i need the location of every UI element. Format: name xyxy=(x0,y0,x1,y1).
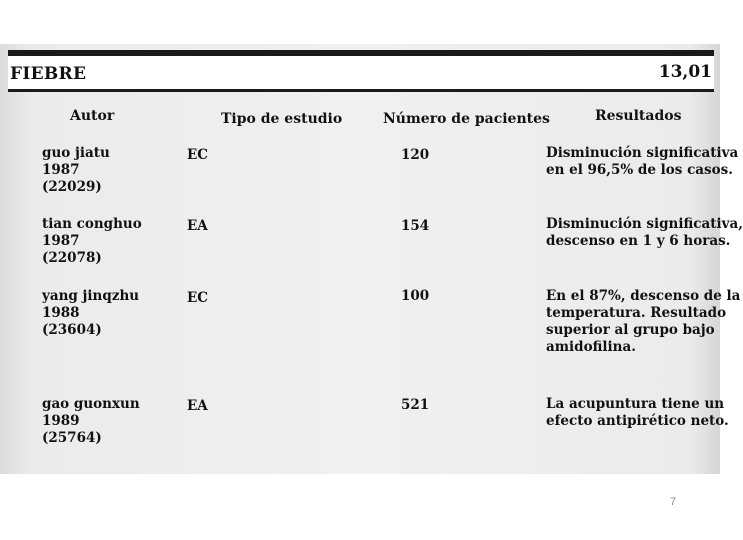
table-row-result: Disminución significativa, descenso en 1 y 6 horas. xyxy=(546,216,743,249)
table-row-study-type: EC xyxy=(187,290,209,306)
table-row-study-type: EA xyxy=(187,398,208,414)
column-header-author: Autor xyxy=(70,108,115,124)
column-header-results: Resultados xyxy=(595,108,682,124)
table-row-study-type: EC xyxy=(187,147,209,163)
table-row-author: guo jiatu 1987 (22029) xyxy=(42,145,110,195)
table-row-result: Disminución significativa en el 96,5% de los casos. xyxy=(546,145,739,178)
table-row-author: yang jinqzhu 1988 (23604) xyxy=(42,288,140,338)
table-row-result: En el 87%, descenso de la temperatura. Resultado superior al grupo bajo amidofilina. xyxy=(546,288,741,355)
column-header-patients: Número de pacientes xyxy=(383,111,550,127)
table-row-author: tian conghuo 1987 (22078) xyxy=(42,216,142,266)
table-row-result: La acupuntura tiene un efecto antipirético neto. xyxy=(546,396,729,429)
table-row-author: gao guonxun 1989 (25764) xyxy=(42,396,140,446)
page-number: 7 xyxy=(670,496,677,508)
section-code: 13,01 xyxy=(658,62,712,82)
column-header-study-type: Tipo de estudio xyxy=(221,111,343,127)
table-row-patients: 154 xyxy=(401,218,430,234)
table-row-patients: 521 xyxy=(401,397,430,413)
table-row-patients: 100 xyxy=(401,288,430,304)
table-row-patients: 120 xyxy=(401,147,430,163)
table-row-study-type: EA xyxy=(187,218,208,234)
section-title: FIEBRE xyxy=(10,64,87,84)
section-banner xyxy=(8,50,714,92)
